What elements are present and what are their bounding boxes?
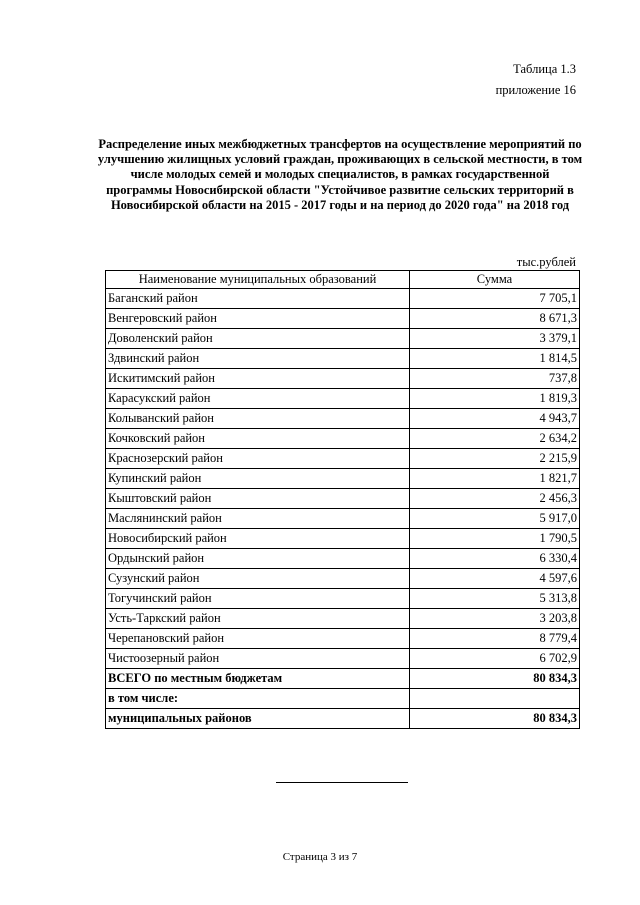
row-value: 2 456,3 [410, 489, 580, 509]
table-row [106, 629, 580, 649]
municipal-total-value: 80 834,3 [410, 709, 580, 729]
page-number-footer: Страница 3 из 7 [282, 851, 358, 863]
row-name: Чистоозерный район [106, 649, 410, 669]
total-value: 80 834,3 [410, 669, 580, 689]
row-value: 4 597,6 [410, 569, 580, 589]
row-value: 5 313,8 [410, 589, 580, 609]
total-label: ВСЕГО по местным бюджетам [106, 669, 410, 689]
row-name: Карасукский район [106, 389, 410, 409]
row-name: Купинский район [106, 469, 410, 489]
row-value: 6 330,4 [410, 549, 580, 569]
row-name: Маслянинский район [106, 509, 410, 529]
municipal-total-row [106, 709, 580, 729]
column-header-name: Наименование муниципальных образований [106, 271, 410, 289]
unit-label: тыс.рублей [516, 255, 576, 269]
table-row [106, 409, 580, 429]
municipal-total-label: муниципальных районов [106, 709, 410, 729]
row-name: Тогучинский район [106, 589, 410, 609]
row-name: Кочковский район [106, 429, 410, 449]
table-row [106, 609, 580, 629]
row-value: 3 203,8 [410, 609, 580, 629]
table-row [106, 509, 580, 529]
table-row [106, 529, 580, 549]
row-name: Кыштовский район [106, 489, 410, 509]
row-name: Усть-Таркский район [106, 609, 410, 629]
row-name: Новосибирский район [106, 529, 410, 549]
including-value [410, 689, 580, 709]
table-row [106, 449, 580, 469]
table-row [106, 349, 580, 369]
row-name: Черепановский район [106, 629, 410, 649]
signature-separator-line [276, 782, 408, 783]
table-row [106, 429, 580, 449]
including-row [106, 689, 580, 709]
table-row [106, 389, 580, 409]
table-row [106, 649, 580, 669]
row-value: 1 821,7 [410, 469, 580, 489]
row-value: 6 702,9 [410, 649, 580, 669]
row-value: 7 705,1 [410, 289, 580, 309]
row-name: Ордынский район [106, 549, 410, 569]
row-name: Искитимский район [106, 369, 410, 389]
row-name: Доволенский район [106, 329, 410, 349]
row-value: 4 943,7 [410, 409, 580, 429]
including-label: в том числе: [106, 689, 410, 709]
table-row [106, 369, 580, 389]
row-value: 8 671,3 [410, 309, 580, 329]
row-name: Венгеровский район [106, 309, 410, 329]
table-row [106, 569, 580, 589]
table-row [106, 549, 580, 569]
row-value: 737,8 [410, 369, 580, 389]
row-name: Баганский район [106, 289, 410, 309]
column-header-sum: Сумма [410, 271, 580, 289]
row-value: 8 779,4 [410, 629, 580, 649]
total-row [106, 669, 580, 689]
appendix-label: приложение 16 [495, 83, 576, 97]
table-row [106, 589, 580, 609]
row-value: 1 790,5 [410, 529, 580, 549]
row-value: 2 215,9 [410, 449, 580, 469]
table-row [106, 309, 580, 329]
row-value: 1 814,5 [410, 349, 580, 369]
row-value: 2 634,2 [410, 429, 580, 449]
row-name: Сузунский район [106, 569, 410, 589]
row-value: 3 379,1 [410, 329, 580, 349]
row-name: Колыванский район [106, 409, 410, 429]
table-row [106, 489, 580, 509]
table-row [106, 329, 580, 349]
document-title: Распределение иных межбюджетных трансфертов на осуществление мероприятий по улучшению жилищных условий граждан, проживающих в сельской местности, в том числе молодых семей и молодых специалистов, в рамках государственной программы Новосибирской области "Устойчивое развитие сельских территорий в Новосибирской области на 2015 - 2017 годы и на период до 2020 года" на 2018 год [97, 137, 583, 212]
table-number-label: Таблица 1.3 [513, 62, 576, 76]
row-value: 5 917,0 [410, 509, 580, 529]
table-row [106, 289, 580, 309]
allocation-table [105, 270, 580, 729]
table-body [106, 289, 580, 729]
row-name: Здвинский район [106, 349, 410, 369]
table-header-row [106, 271, 580, 289]
row-value: 1 819,3 [410, 389, 580, 409]
row-name: Краснозерский район [106, 449, 410, 469]
table-row [106, 469, 580, 489]
